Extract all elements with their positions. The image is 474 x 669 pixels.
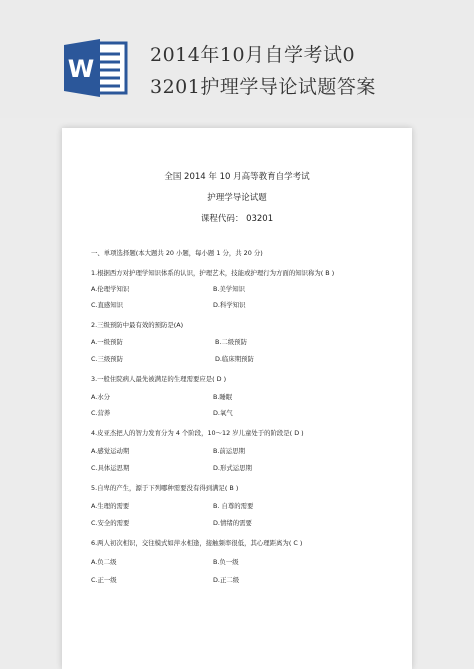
question-stem: 2.三级预防中最有效的预防是(A) <box>91 321 184 329</box>
course-code: 课程代码： 03201 <box>200 214 274 224</box>
question-stem: 5.自卑的产生，源于下列哪种需要没有得到满足( B ) <box>91 484 239 492</box>
question-option: D.临床期预防 <box>215 355 254 363</box>
document-page <box>62 128 412 669</box>
question-stem: 6.两人初次相识，交往模式如萍水相逢，接触频率很低，其心理距离为( C ) <box>91 539 303 547</box>
question-option: A.负二级 <box>91 558 117 566</box>
question-option: A.生理的需要 <box>91 502 130 510</box>
question-option: C.安全的需要 <box>91 519 130 527</box>
question-option: D.氧气 <box>213 409 233 417</box>
exam-heading: 全国 2014 年 10 月高等教育自学考试 <box>164 172 310 182</box>
question-option: B.美学知识 <box>213 285 245 293</box>
question-option: A.感觉运动期 <box>91 447 130 455</box>
question-option: C.具体运思期 <box>91 464 130 472</box>
word-document-icon <box>64 37 130 99</box>
question-option: B.二级预防 <box>215 338 247 346</box>
question-option: B.负一级 <box>213 558 239 566</box>
page-title-line-2: 3201护理学导论试题答案 <box>150 76 376 98</box>
question-option: C.营养 <box>91 409 111 417</box>
question-option: B.前运思期 <box>213 447 245 455</box>
word-icon-letter: W <box>67 55 95 83</box>
question-stem: 1.根据西方对护理学知识体系的认识，护理艺术，技能或护理行为方面的知识称为( B ) <box>91 269 335 277</box>
question-stem: 3.一般住院病人最先被满足的生理需要应是( D ) <box>91 375 227 383</box>
question-option: A.水分 <box>91 393 111 401</box>
question-option: D.科学知识 <box>213 301 246 309</box>
page-title-line-1: 2014年10月自学考试0 <box>150 44 356 66</box>
question-option: D.正二级 <box>213 576 240 584</box>
question-stem: 4.皮亚杰把人的智力发育分为 4 个阶段，10～12 岁儿童处于的阶段是( D ) <box>91 429 304 437</box>
question-option: B. 自尊的需要 <box>213 502 254 510</box>
question-option: A.一级预防 <box>91 338 123 346</box>
section-title: 一、单项选择题(本大题共 20 小题，每小题 1 分，共 20 分) <box>91 249 263 257</box>
title-banner <box>0 0 474 118</box>
question-option: B.睡眠 <box>213 393 233 401</box>
question-option: C.直感知识 <box>91 301 124 309</box>
question-option: D.形式运思期 <box>213 464 252 472</box>
question-option: D.情绪的需要 <box>213 519 252 527</box>
question-option: A.伦理学知识 <box>91 285 130 293</box>
exam-subject: 护理学导论试题 <box>207 193 267 203</box>
question-option: C.三级预防 <box>91 355 124 363</box>
question-option: C.正一级 <box>91 576 117 584</box>
